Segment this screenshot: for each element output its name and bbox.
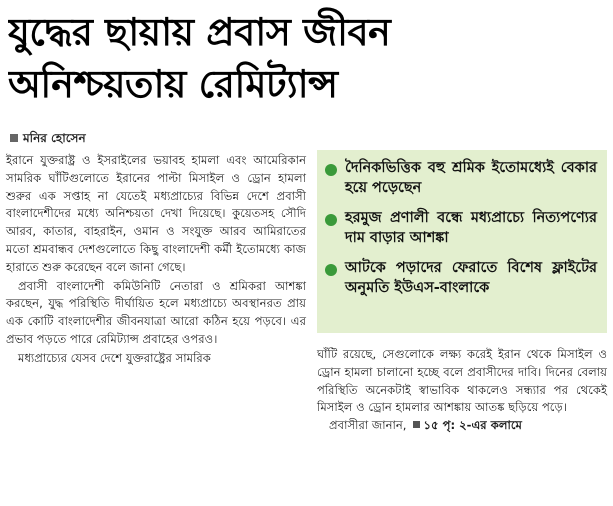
highlights-box <box>317 150 607 333</box>
green-dot-icon <box>325 214 337 226</box>
paragraph: মধ্যপ্রাচ্যের যেসব দেশে যুক্তরাষ্ট্রের সামরিক <box>18 350 211 365</box>
highlight-item <box>325 158 597 198</box>
byline-author: মনির হোসেন <box>23 131 86 145</box>
square-icon <box>10 134 18 142</box>
highlight-text: আটকে পড়াদের ফেরাতে বিশেষ ফ্লাইটের অনুমতি ইউএস-বাংলাকে <box>345 260 597 296</box>
article-column-right <box>317 346 607 435</box>
last-line-text: প্রবাসীরা জানান, <box>329 418 407 433</box>
green-dot-icon <box>325 164 337 176</box>
headline-line-2: অনিশ্চয়তায় রেমিট্যান্স <box>8 62 338 106</box>
paragraph: প্রবাসী বাংলাদেশী কমিউনিটি নেতারা ও শ্রমিকরা আশঙ্কা করছেন, যুদ্ধ পরিস্থিতি দীর্ঘায়িত হলে মধ্যপ্রাচ্যে অবস্থানরত প্রায় এক কোটি বাংলাদেশীর জীবনযাত্রা আরো কঠিন হয়ে পড়বে। এর প্রভাব পড়তে পারে রেমিট্যান্স প্রবাহের ওপরও। <box>6 278 306 346</box>
square-icon <box>413 421 420 428</box>
highlight-text: হরমুজ প্রণালী বন্ধে মধ্যপ্রাচ্যে নিত্যপণ্যের দাম বাড়ার আশঙ্কা <box>345 210 597 246</box>
highlight-item <box>325 208 597 248</box>
continued-jump[interactable]: ১৫ পৃ: ২-এর কলামে <box>423 418 522 433</box>
headline <box>8 6 608 110</box>
paragraph: ইরানে যুক্তরাষ্ট্র ও ইসরাইলের ভয়াবহ হামলা এবং আমেরিকান সামরিক ঘাঁটিগুলোতে ইরানের পাল্টা মিসাইল ও ড্রোন হামলা শুরুর এক সপ্তাহ না যেতেই মধ্যপ্রাচ্যের বিভিন্ন দেশে প্রবাসী বাংলাদেশীদের মধ্যে অনিশ্চয়তা দেখা দিয়েছে। কুয়েতসহ সৌদি আরব, কাতার, বাহরাইন, ওমান ও সংযুক্ত আরব আমিরাতের মতো শ্রমবান্ধব দেশগুলোতে কিছু বাংলাদেশী কর্মী ইতোমধ্যে কাজ হারাতে শুরু করেছেন বলে জানা গেছে। <box>6 153 306 274</box>
continuation-line <box>317 417 607 435</box>
highlight-item <box>325 258 597 298</box>
paragraph: ঘাঁটি রয়েছে, সেগুলোকে লক্ষ্য করেই ইরান থেকে মিসাইল ও ড্রোন হামলা চালানো হচ্ছে বলে প্রবাসীদের দাবি। দিনের বেলায় পরিস্থিতি অনেকটাই স্বাভাবিক থাকলেও সন্ধ্যার পর থেকেই মিসাইল ও ড্রোন হামলার আশঙ্কায় আতঙ্ক ছড়িয়ে পড়ে। <box>317 347 607 415</box>
article-column-left <box>6 152 306 369</box>
byline <box>10 130 86 148</box>
highlight-text: দৈনিকভিত্তিক বহু শ্রমিক ইতোমধ্যেই বেকার হয়ে পড়েছেন <box>345 160 597 196</box>
headline-line-1: যুদ্ধের ছায়ায় প্রবাস জীবন <box>8 10 391 54</box>
green-dot-icon <box>325 264 337 276</box>
